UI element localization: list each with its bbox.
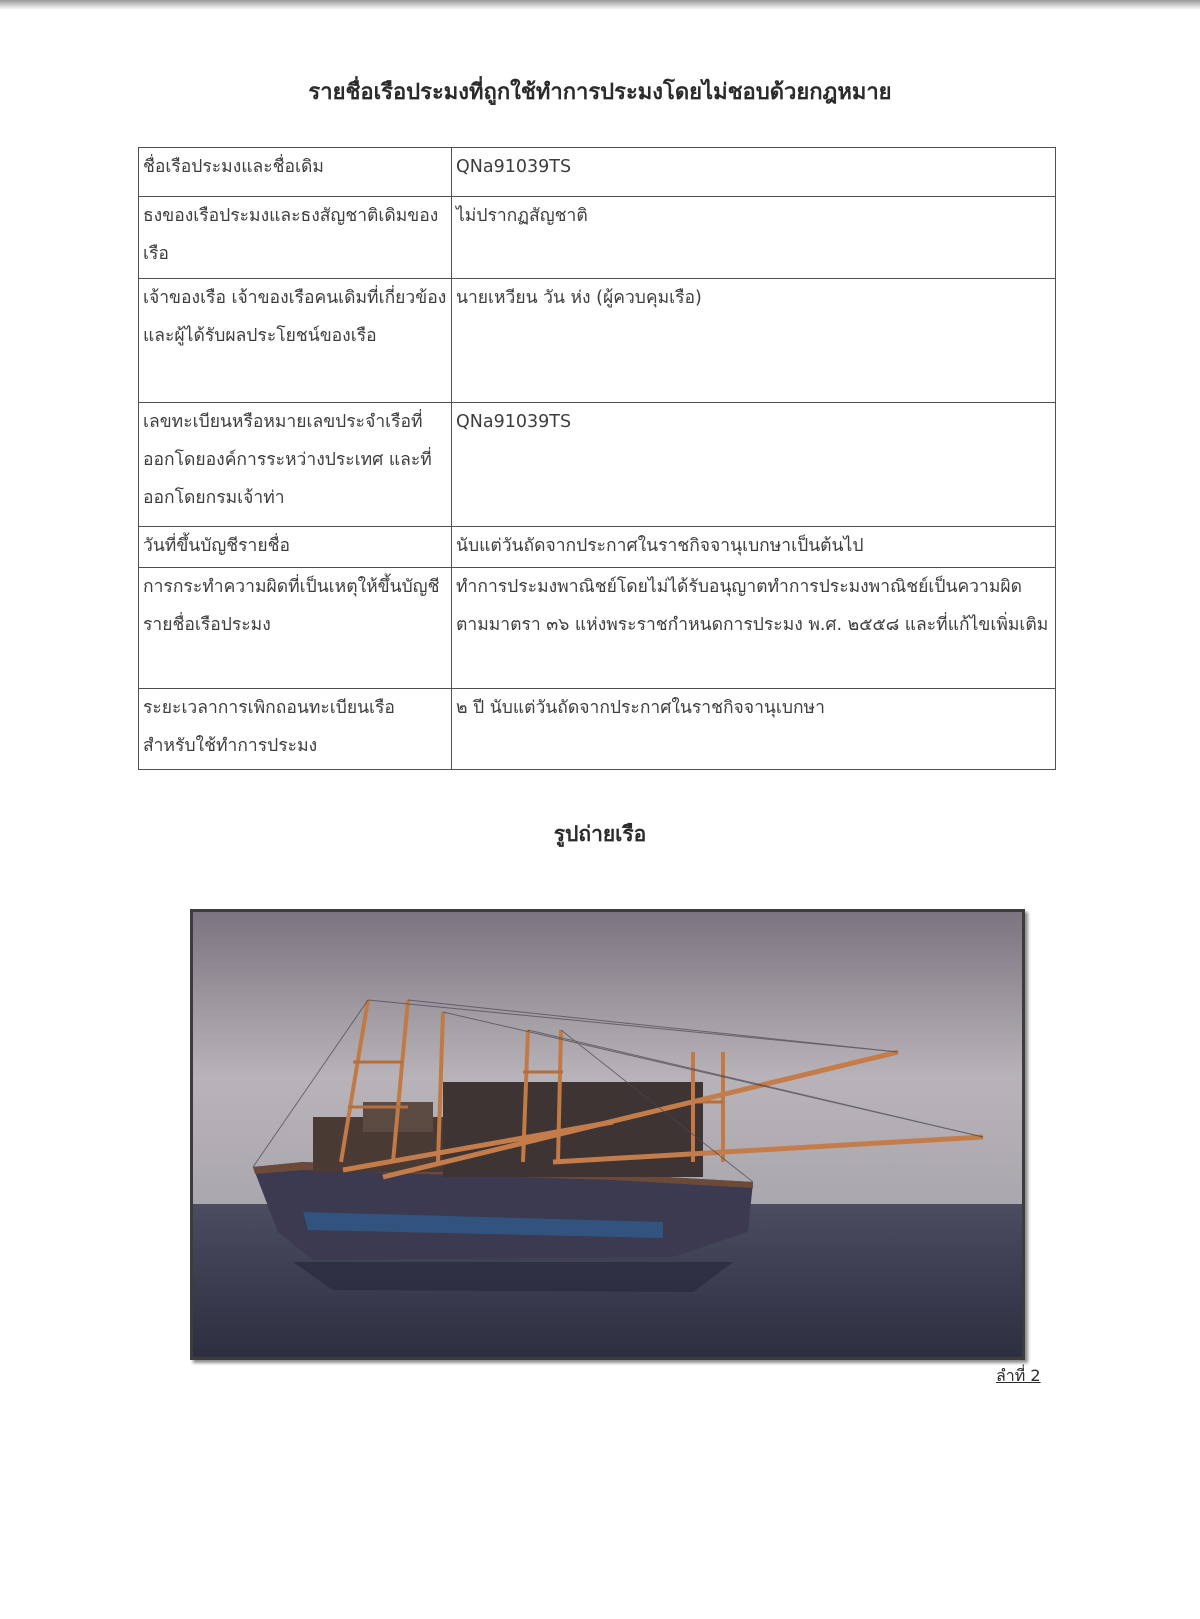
row-value: ทำการประมงพาณิชย์โดยไม่ได้รับอนุญาตทำการประมงพาณิชย์เป็นความผิดตามมาตรา ๓๖ แห่งพระราชกำหนดการประมง พ.ศ. ๒๕๕๘ และที่แก้ไขเพิ่มเติม <box>452 568 1056 689</box>
row-label: ธงของเรือประมงและธงสัญชาติเดิมของเรือ <box>139 197 452 279</box>
document-title: รายชื่อเรือประมงที่ถูกใช้ทำการประมงโดยไม่ชอบด้วยกฎหมาย <box>308 80 892 105</box>
page-number: ลำที่ 2 <box>996 1366 1041 1385</box>
row-value: นับแต่วันถัดจากประกาศในราชกิจจานุเบกษาเป็นต้นไป <box>452 527 1056 568</box>
row-label: วันที่ขึ้นบัญชีรายชื่อ <box>139 527 452 568</box>
vessel-info-table <box>138 147 1056 770</box>
row-label: ชื่อเรือประมงและชื่อเดิม <box>139 148 452 197</box>
table-row <box>139 197 1056 279</box>
row-label: การกระทำความผิดที่เป็นเหตุให้ขึ้นบัญชีรายชื่อเรือประมง <box>139 568 452 689</box>
row-label: ระยะเวลาการเพิกถอนทะเบียนเรือสำหรับใช้ทำการประมง <box>139 689 452 770</box>
table-row <box>139 689 1056 770</box>
table-row <box>139 279 1056 403</box>
table-row <box>139 568 1056 689</box>
table-row <box>139 148 1056 197</box>
row-value: ๒ ปี นับแต่วันถัดจากประกาศในราชกิจจานุเบกษา <box>452 689 1056 770</box>
table-row <box>139 403 1056 527</box>
row-value: QNa91039TS <box>452 148 1056 197</box>
page-top-shadow <box>0 0 1200 10</box>
row-value: ไม่ปรากฏสัญชาติ <box>452 197 1056 279</box>
row-label: เจ้าของเรือ เจ้าของเรือคนเดิมที่เกี่ยวข้อง และผู้ได้รับผลประโยชน์ของเรือ <box>139 279 452 403</box>
row-label: เลขทะเบียนหรือหมายเลขประจำเรือที่ออกโดยองค์การระหว่างประเทศ และที่ออกโดยกรมเจ้าท่า <box>139 403 452 527</box>
fishing-boat-illustration <box>193 912 1022 1357</box>
row-value: นายเหวียน วัน ห่ง (ผู้ควบคุมเรือ) <box>452 279 1056 403</box>
row-value: QNa91039TS <box>452 403 1056 527</box>
photo-heading: รูปถ่ายเรือ <box>553 822 647 846</box>
table-row <box>139 527 1056 568</box>
vessel-photo <box>190 909 1025 1360</box>
